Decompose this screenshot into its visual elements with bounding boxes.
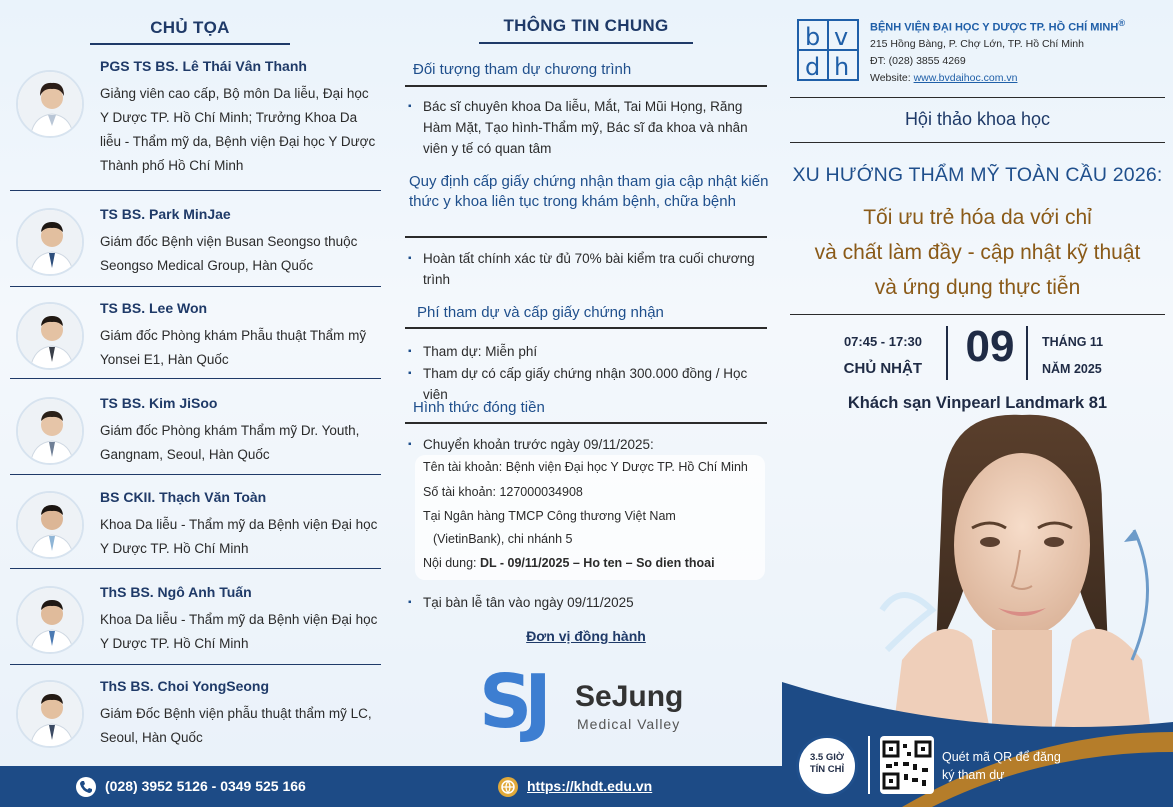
fee-item: ▪ Tham dự có cấp giấy chứng nhận 300.000 đồng / Học viên [408,363,768,405]
info-title: THÔNG TIN CHUNG [479,16,693,44]
event-subtitle-line: và ứng dụng thực tiễn [874,276,1081,299]
speaker-card [10,678,381,758]
speaker-name: ThS BS. Ngô Anh Tuấn [100,584,252,600]
partner-sub: Medical Valley [577,716,681,732]
bank-name: Tại Ngân hàng TMCP Công thương Việt Nam [423,509,676,523]
hospital-logo [796,18,860,82]
transfer-content-label: Nội dung: [423,556,480,570]
bank-account-name: Tên tài khoản: Bệnh viện Đại học Y Dược TP. Hồ Chí Minh [423,460,748,474]
speaker-card [10,395,381,489]
speakers-title: CHỦ TỌA [90,18,290,45]
speaker-description: Giám đốc Bệnh viện Busan Seongso thuộc Seongso Medical Group, Hàn Quốc [100,234,358,273]
event-date [832,322,1132,384]
website-link[interactable]: www.bvdaihoc.com.vn [913,72,1018,84]
hospital-phone: ĐT: (028) 3855 4269 [870,55,966,67]
phone-icon [76,777,96,797]
speakers-column [0,0,391,766]
speaker-divider [10,286,381,287]
speaker-divider [10,190,381,191]
partner-name: SeJung [575,680,684,713]
registration-qr-code[interactable] [880,736,934,794]
speaker-description: Giám đốc Phòng khám Phẫu thuật Thẩm mỹ Yonsei E1, Hàn Quốc [100,328,367,367]
speaker-photo [16,680,84,748]
date-divider [1026,326,1028,380]
hospital-name-text: BỆNH VIỆN ĐẠI HỌC Y DƯỢC TP. HỒ CHÍ MINH [870,21,1119,34]
event-weekday: CHỦ NHẬT [843,360,922,377]
transfer-content-value: DL - 09/11/2025 – Ho ten – So dien thoai [479,556,715,570]
speaker-divider [10,378,381,379]
audience-item: ▪ Bác sĩ chuyên khoa Da liễu, Mắt, Tai Mũi Họng, Răng Hàm Mặt, Tạo hình-Thẩm mỹ, Bác sĩ đa khoa và nhân viên y tế có quan tâm [408,96,768,159]
website-label: Website: [870,72,914,84]
speaker-description: Khoa Da liễu - Thẩm mỹ da Bệnh viện Đại học Y Dược TP. Hồ Chí Minh [100,612,378,651]
event-subtitle-line: và chất làm đầy - cập nhật kỹ thuật [814,241,1141,264]
event-month: THÁNG 11 [1042,335,1104,349]
speaker-divider [10,474,381,475]
credit-label: TÍN CHỈ [809,764,845,775]
fee-heading: Phí tham dự và cấp giấy chứng nhận [417,304,664,321]
speaker-card [10,206,381,300]
footer-phone: (028) 3952 5126 - 0349 525 166 [105,778,306,794]
section-divider [405,422,767,424]
partner-logo [479,659,699,752]
speaker-photo [16,302,84,370]
transfer-content [423,556,715,570]
hospital-website [870,72,1017,84]
speaker-name: PGS TS BS. Lê Thái Vân Thanh [100,58,307,74]
divider [790,314,1165,315]
speaker-description: Khoa Da liễu - Thẩm mỹ da Bệnh viện Đại học Y Dược TP. Hồ Chí Minh [100,517,378,556]
section-divider [405,327,767,329]
speaker-photo [16,208,84,276]
svg-text:h: h [834,53,850,81]
date-divider [946,326,948,380]
speaker-description: Giám đốc Phòng khám Thẩm mỹ Dr. Youth, Gangnam, Seoul, Hàn Quốc [100,423,360,462]
speaker-divider [10,664,381,665]
certificate-heading: Quy định cấp giấy chứng nhận tham gia cập nhật kiến thức y khoa liên tục trong khám bệnh, chữa bệnh [409,173,769,210]
speaker-card [10,300,381,394]
event-column [782,0,1173,807]
section-divider [405,85,767,87]
speaker-description: Giảng viên cao cấp, Bộ môn Da liễu, Đại học Y Dược TP. Hồ Chí Minh; Trưởng Khoa Da liễu - Thẩm mỹ da, Bệnh viện Đại học Y Dược Thành phố Hồ Chí Minh [100,86,376,173]
credit-hours: 3.5 GIỜ [810,752,844,763]
registered-mark: ® [1118,18,1126,28]
globe-icon [498,777,518,797]
qr-caption: Quét mã QR để đăng ký tham dự [942,750,1061,782]
event-venue: Khách sạn Vinpearl Landmark 81 [847,394,1108,412]
svg-text:v: v [834,23,849,51]
footer-divider [868,736,870,794]
speaker-description: Giám Đốc Bệnh viện phẫu thuật thẩm mỹ LC, Seoul, Hàn Quốc [100,706,372,745]
certificate-item: ▪ Hoàn tất chính xác từ đủ 70% bài kiểm tra cuối chương trình [408,248,768,290]
bank-branch: (VietinBank), chi nhánh 5 [433,532,573,546]
fee-item: ▪ Tham dự: Miễn phí [408,341,768,362]
speaker-divider [10,568,381,569]
partner-heading: Đơn vị đồng hành [526,628,646,644]
svg-text:b: b [805,23,821,51]
speaker-photo [16,586,84,654]
speaker-name: TS BS. Lee Won [100,300,208,316]
speaker-photo [16,397,84,465]
audience-heading: Đối tượng tham dự chương trình [413,61,632,78]
divider [790,97,1165,98]
speaker-name: ThS BS. Choi YongSeong [100,678,270,694]
speaker-name: TS BS. Park MinJae [100,206,231,222]
speaker-card [10,584,381,678]
speaker-card [10,489,381,583]
footer-website-link[interactable]: https://khdt.edu.vn [527,778,653,794]
event-subtitle-line: Tối ưu trẻ hóa da với chỉ [863,206,1092,229]
partner-logo-mark: SJ [479,659,544,745]
event-time: 07:45 - 17:30 [843,334,922,349]
speaker-photo [16,70,84,138]
section-divider [405,236,767,238]
bank-info-box [415,455,765,580]
svg-text:d: d [805,53,821,81]
hospital-name [870,18,1125,34]
event-day: 09 [965,322,1015,371]
speaker-photo [16,491,84,559]
info-column [391,0,782,766]
event-year: NĂM 2025 [1042,362,1102,376]
payment-desk: ▪ Tại bàn lễ tân vào ngày 09/11/2025 [408,592,768,613]
event-title: XU HƯỚNG THẨM MỸ TOÀN CẦU 2026: [792,164,1163,186]
payment-transfer: ▪ Chuyển khoản trước ngày 09/11/2025: [408,434,768,455]
divider [790,142,1165,143]
footer-bar [0,766,782,807]
speaker-name: TS BS. Kim JiSoo [100,395,218,411]
credit-hours-badge [796,735,858,797]
event-type: Hội thảo khoa học [904,109,1051,129]
bank-account-number: Số tài khoản: 127000034908 [423,485,583,499]
payment-heading: Hình thức đóng tiền [413,399,545,416]
hospital-address: 215 Hồng Bàng, P. Chợ Lớn, TP. Hồ Chí Minh [870,38,1084,50]
speaker-name: BS CKII. Thạch Văn Toàn [100,489,267,505]
speaker-card [10,58,381,192]
